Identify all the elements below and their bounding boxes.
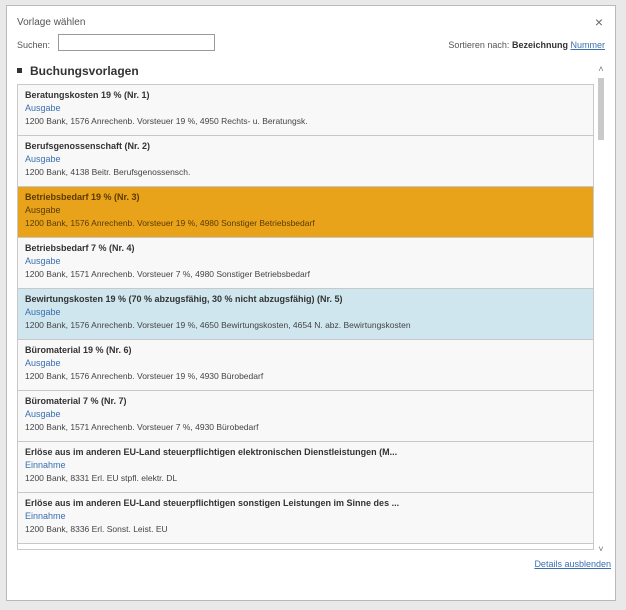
item-accounts: 1200 Bank, 1571 Anrechenb. Vorsteuer 7 %, 4980 Sonstiger Betriebsbedarf	[25, 269, 310, 279]
item-type: Ausgabe	[25, 307, 61, 317]
item-accounts: 1200 Bank, 1576 Anrechenb. Vorsteuer 19 %, 4980 Sonstiger Betriebsbedarf	[25, 218, 315, 228]
item-title: Büromaterial 19 % (Nr. 6)	[25, 345, 132, 355]
search-label: Suchen:	[17, 40, 51, 50]
template-list-item[interactable]	[18, 187, 593, 238]
scrollbar-thumb[interactable]	[598, 78, 604, 140]
item-type: Ausgabe	[25, 154, 61, 164]
item-accounts: 1200 Bank, 1571 Anrechenb. Vorsteuer 7 %, 4930 Bürobedarf	[25, 422, 259, 432]
item-title: Erlöse aus im anderen EU-Land steuerpflichtigen elektronischen Dienstleistungen (M...	[25, 447, 398, 457]
section-header[interactable]	[17, 64, 139, 78]
dialog-title: Vorlage wählen	[17, 17, 86, 28]
template-list-item[interactable]	[18, 442, 593, 493]
sort-by-number-link[interactable]: Nummer	[570, 40, 605, 50]
template-list-item[interactable]	[18, 85, 593, 136]
item-accounts: 1200 Bank, 1576 Anrechenb. Vorsteuer 19 %, 4950 Rechts- u. Beratungsk.	[25, 116, 308, 126]
item-type: Einnahme	[25, 460, 66, 470]
template-list-item[interactable]	[18, 340, 593, 391]
item-accounts: 1200 Bank, 1576 Anrechenb. Vorsteuer 19 %, 4650 Bewirtungskosten, 4654 N. abz. Bewirtungskosten	[25, 320, 411, 330]
dialog-titlebar	[17, 14, 605, 30]
template-list-item[interactable]	[18, 289, 593, 340]
template-list-item[interactable]	[18, 136, 593, 187]
template-dialog	[6, 5, 616, 601]
close-icon[interactable]: ×	[594, 14, 603, 30]
item-title: Erlöse aus im anderen EU-Land steuerpflichtigen sonstigen Leistungen im Sinne des ...	[25, 498, 400, 508]
template-list-item[interactable]	[18, 391, 593, 442]
item-title: Berufsgenossenschaft (Nr. 2)	[25, 141, 151, 151]
item-accounts: 1200 Bank, 8336 Erl. Sonst. Leist. EU	[25, 524, 168, 534]
search-row	[17, 34, 605, 54]
template-list-item[interactable]	[18, 493, 593, 544]
template-list	[17, 84, 594, 550]
search-input[interactable]	[58, 34, 215, 51]
sort-options	[448, 40, 605, 50]
item-accounts: 1200 Bank, 8331 Erl. EU stpfl. elektr. DL	[25, 473, 178, 483]
item-title: Bewirtungskosten 19 % (70 % abzugsfähig, 30 % nicht abzugsfähig) (Nr. 5)	[25, 294, 343, 304]
item-type: Ausgabe	[25, 358, 61, 368]
item-title: Betriebsbedarf 19 % (Nr. 3)	[25, 192, 140, 202]
item-type: Ausgabe	[25, 205, 61, 215]
item-type: Einnahme	[25, 511, 66, 521]
item-title: Beratungskosten 19 % (Nr. 1)	[25, 90, 150, 100]
item-accounts: 1200 Bank, 1576 Anrechenb. Vorsteuer 19 %, 4930 Bürobedarf	[25, 371, 264, 381]
sort-by-name-option[interactable]: Bezeichnung	[511, 40, 568, 50]
scroll-up-icon[interactable]: ˄	[598, 64, 604, 74]
hide-details-link[interactable]: Details ausblenden	[534, 559, 611, 569]
item-type: Ausgabe	[25, 409, 61, 419]
item-type: Ausgabe	[25, 256, 61, 266]
item-accounts: 1200 Bank, 4138 Beitr. Berufsgenossensch.	[25, 167, 191, 177]
item-type: Ausgabe	[25, 103, 61, 113]
item-title: Büromaterial 7 % (Nr. 7)	[25, 396, 127, 406]
list-scrollbar[interactable]	[594, 64, 608, 554]
scroll-down-icon[interactable]: ˅	[598, 544, 604, 554]
sort-label: Sortieren nach:	[448, 40, 510, 50]
section-title: Buchungsvorlagen	[30, 64, 139, 78]
item-title: Betriebsbedarf 7 % (Nr. 4)	[25, 243, 135, 253]
collapse-bullet-icon	[17, 68, 22, 73]
template-list-item[interactable]	[18, 238, 593, 289]
